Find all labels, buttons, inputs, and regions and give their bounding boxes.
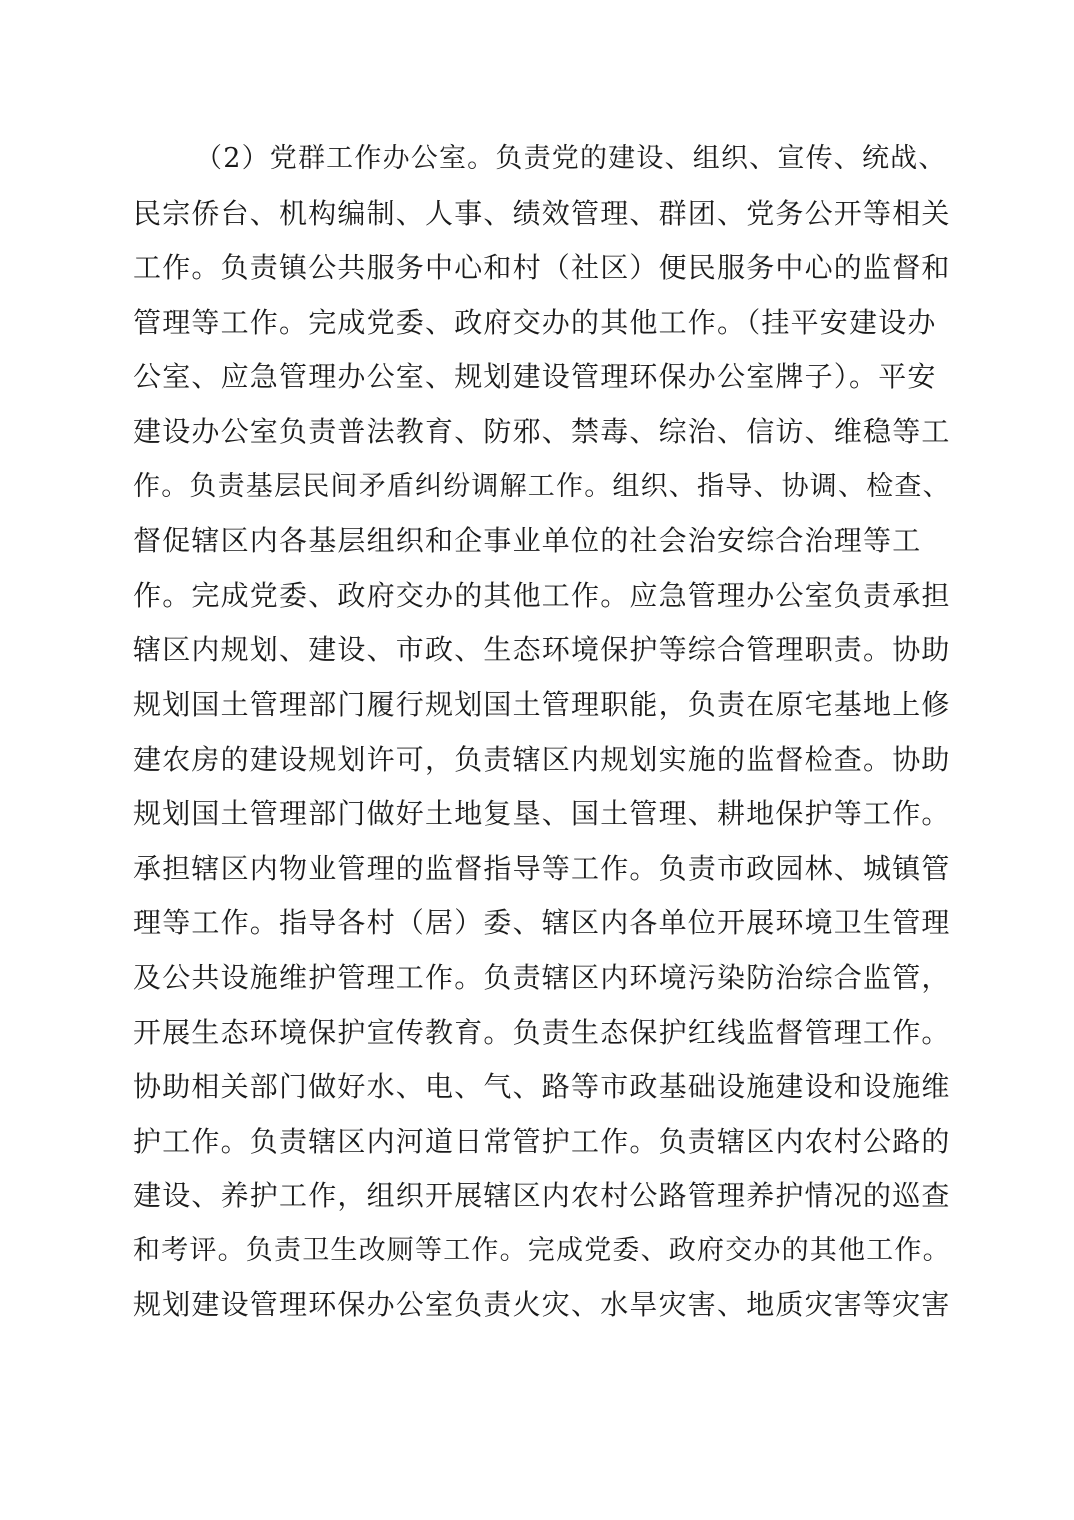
text-line-17: 开展生态环境保护宣传教育。负责生态保护红线监督管理工作。 — [133, 1015, 951, 1049]
text-line-9: 作。完成党委、政府交办的其他工作。应急管理办公室负责承担 — [133, 578, 951, 612]
text-line-21: 和考评。负责卫生改厕等工作。完成党委、政府交办的其他工作。 — [133, 1234, 951, 1266]
text-line-15: 理等工作。指导各村（居）委、辖区内各单位开展环境卫生管理 — [133, 906, 951, 940]
text-line-18: 协助相关部门做好水、电、气、路等市政基础设施建设和设施维 — [133, 1070, 951, 1104]
text-line-16: 及公共设施维护管理工作。负责辖区内环境污染防治综合监管， — [133, 960, 951, 994]
text-line-6: 建设办公室负责普法教育、防邪、禁毒、综治、信访、维稳等工 — [133, 414, 951, 448]
body-paragraph — [133, 132, 953, 1333]
text-line-12: 建农房的建设规划许可，负责辖区内规划实施的监督检查。协助 — [133, 742, 951, 776]
text-line-8: 督促辖区内各基层组织和企事业单位的社会治安综合治理等工 — [133, 524, 922, 558]
text-line-10: 辖区内规划、建设、市政、生态环境保护等综合管理职责。协助 — [133, 633, 951, 667]
text-line-5: 公室、应急管理办公室、规划建设管理环保办公室牌子）。平安 — [133, 360, 937, 394]
text-line-22: 规划建设管理环保办公室负责火灾、水旱灾害、地质灾害等灾害 — [133, 1288, 951, 1322]
text-line-4: 管理等工作。完成党委、政府交办的其他工作。（挂平安建设办 — [133, 305, 937, 339]
text-line-11: 规划国土管理部门履行规划国土管理职能，负责在原宅基地上修 — [133, 687, 951, 721]
text-line-14: 承担辖区内物业管理的监督指导等工作。负责市政园林、城镇管 — [133, 851, 951, 885]
text-line-19: 护工作。负责辖区内河道日常管护工作。负责辖区内农村公路的 — [133, 1124, 951, 1158]
text-line-1: （2）党群工作办公室。负责党的建设、组织、宣传、统战、 — [195, 143, 947, 174]
text-line-3: 工作。负责镇公共服务中心和村（社区）便民服务中心的监督和 — [133, 251, 951, 285]
text-line-7: 作。负责基层民间矛盾纠纷调解工作。组织、指导、协调、检查、 — [133, 470, 951, 502]
text-line-2: 民宗侨台、机构编制、人事、绩效管理、群团、党务公开等相关 — [133, 196, 951, 230]
text-line-13: 规划国土管理部门做好土地复垦、国土管理、耕地保护等工作。 — [133, 797, 951, 831]
text-line-20: 建设、养护工作，组织开展辖区内农村公路管理养护情况的巡查 — [133, 1179, 951, 1213]
